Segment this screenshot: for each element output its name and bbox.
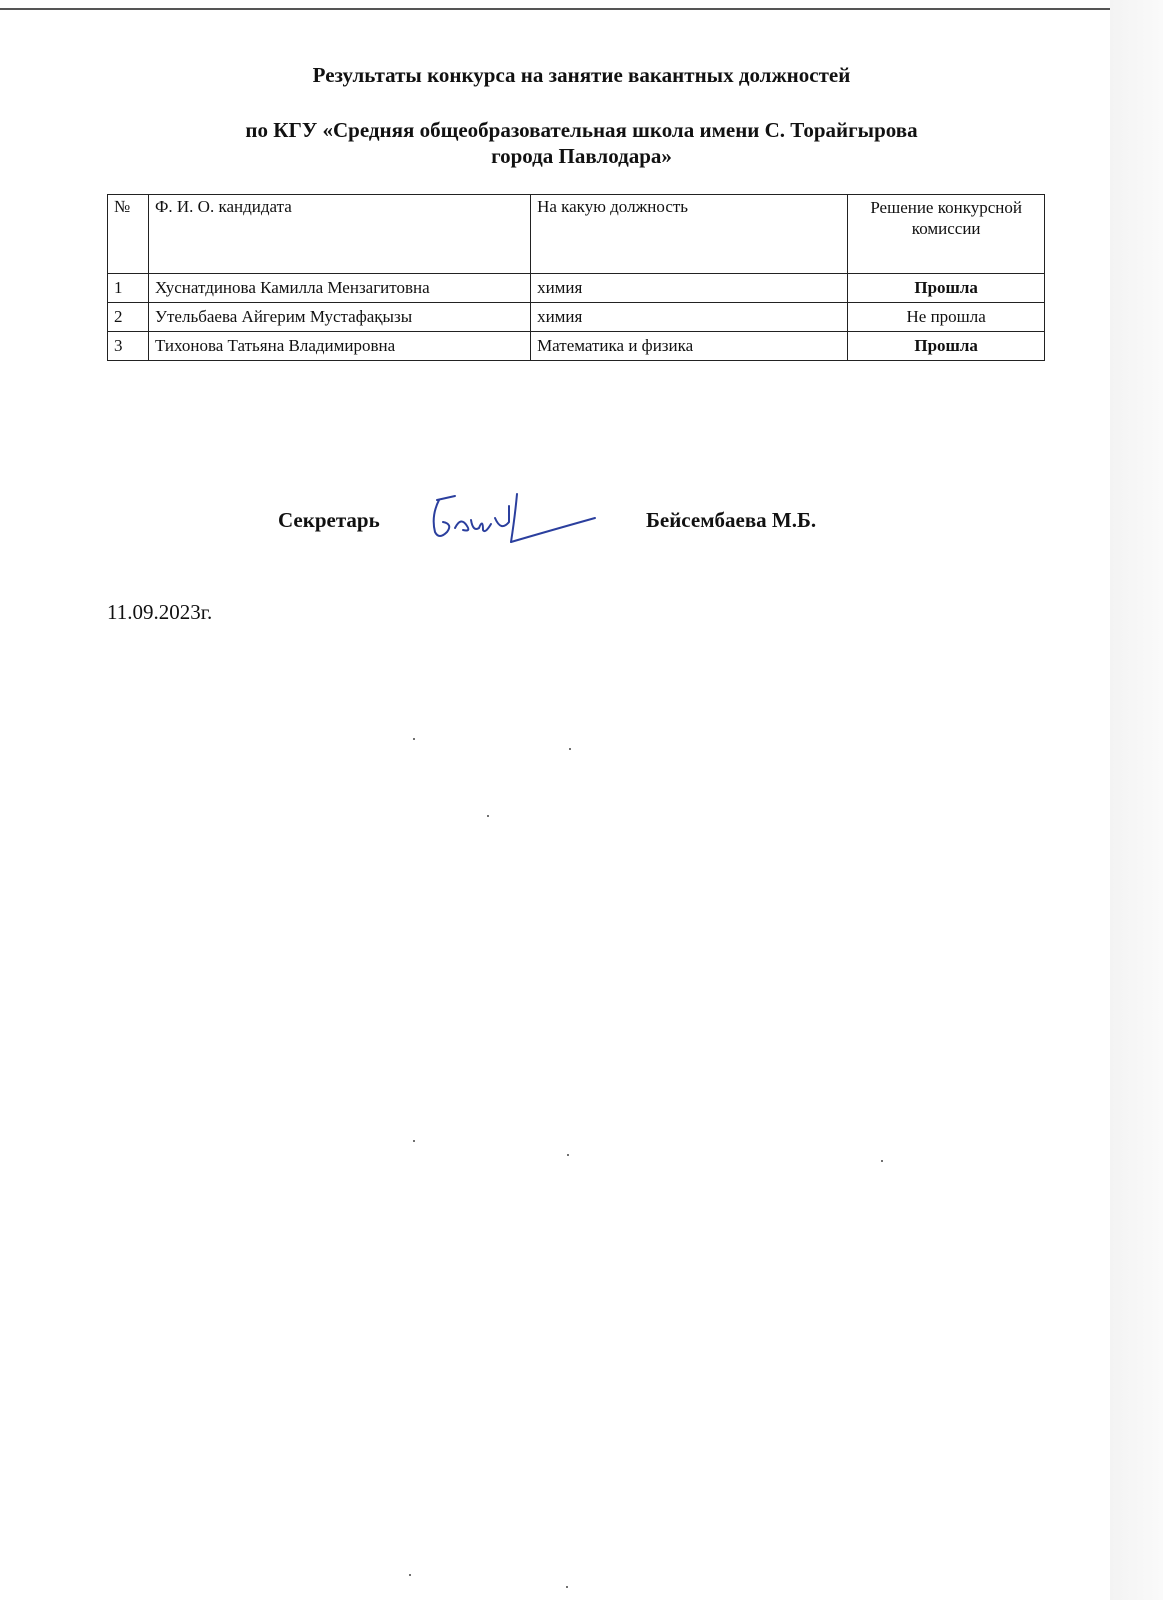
candidate-name: Тихонова Татьяна Владимировна bbox=[148, 332, 530, 361]
scan-speck bbox=[409, 1574, 411, 1576]
table-row bbox=[108, 303, 1045, 332]
row-number: 2 bbox=[108, 303, 149, 332]
document-date: 11.09.2023г. bbox=[107, 600, 213, 624]
secretary-label: Секретарь bbox=[278, 508, 380, 532]
header-candidate-name: Ф. И. О. кандидата bbox=[148, 195, 530, 274]
scan-speck bbox=[569, 748, 571, 750]
header-number: № bbox=[108, 195, 149, 274]
candidate-name: Хуснатдинова Камилла Мензагитовна bbox=[148, 274, 530, 303]
handwritten-signature bbox=[425, 488, 605, 548]
scan-speck bbox=[566, 1586, 568, 1588]
document-title: Результаты конкурса на занятие вакантных должностей bbox=[312, 63, 851, 87]
candidate-position: Математика и физика bbox=[531, 332, 848, 361]
results-table bbox=[107, 194, 1045, 361]
commission-decision: Прошла bbox=[848, 332, 1045, 361]
table-row bbox=[108, 274, 1045, 303]
header-decision: Решение конкурсной комиссии bbox=[848, 195, 1045, 274]
header-position: На какую должность bbox=[531, 195, 848, 274]
candidate-position: химия bbox=[531, 303, 848, 332]
commission-decision: Не прошла bbox=[848, 303, 1045, 332]
scan-speck bbox=[567, 1154, 569, 1156]
commission-decision: Прошла bbox=[848, 274, 1045, 303]
row-number: 1 bbox=[108, 274, 149, 303]
table-row bbox=[108, 332, 1045, 361]
row-number: 3 bbox=[108, 332, 149, 361]
table-header-row bbox=[108, 195, 1045, 274]
candidate-name: Утельбаева Айгерим Мустафақызы bbox=[148, 303, 530, 332]
scan-speck bbox=[487, 815, 489, 817]
candidate-position: химия bbox=[531, 274, 848, 303]
scan-speck bbox=[413, 738, 415, 740]
scan-speck bbox=[413, 1140, 415, 1142]
scan-speck bbox=[881, 1160, 883, 1162]
scan-edge bbox=[0, 8, 1110, 10]
scan-margin bbox=[1110, 0, 1163, 1600]
secretary-name: Бейсембаева М.Б. bbox=[646, 508, 817, 532]
document-subtitle-continued: города Павлодара» bbox=[491, 144, 672, 168]
document-subtitle: по КГУ «Средняя общеобразовательная школа имени С. Торайгырова bbox=[245, 118, 918, 142]
